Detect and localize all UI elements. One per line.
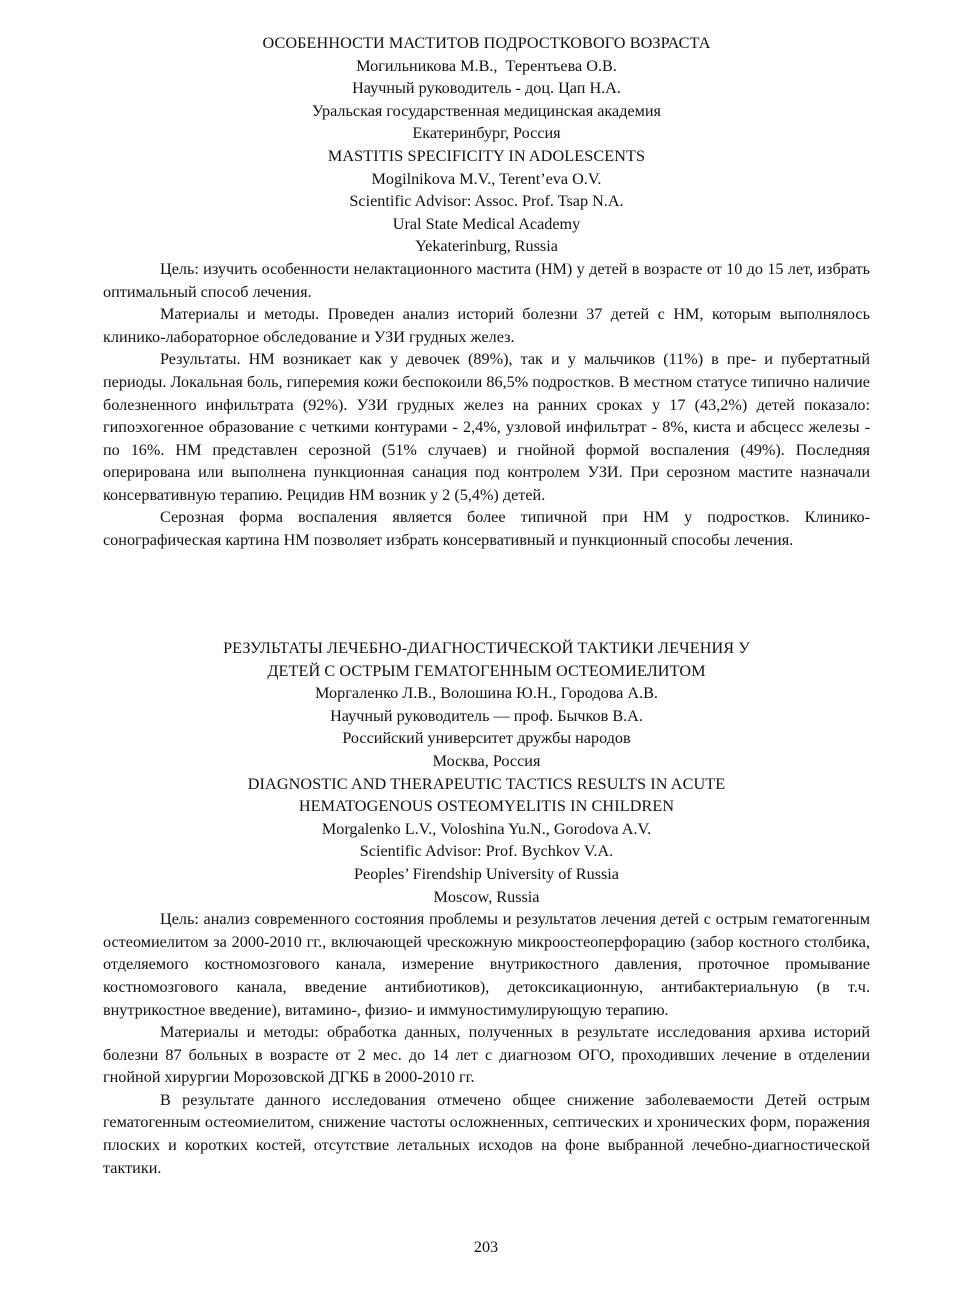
paragraph-methods: Материалы и методы: обработка данных, полученных в результате исследования архива историй болезни 87 больных в возрасте от 2 мес. до 14 лет с диагнозом ОГО, проходивших лечение в отделении гнойной хирургии Морозовской ДГКБ в 2000-2010 гг. [103,1023,870,1087]
article-institution-ru: Уральская государственная медицинская академия [311,101,662,120]
article-institution-en: Peoples’ Firendship University of Russia [354,864,619,883]
paragraph-aim: Цель: анализ современного состояния проблемы и результатов лечения детей с острым гематогенным остеомиелитом за 2000-2010 гг., включающей чрескожную микроостеоперфорацию (забор костного столбика, отделяемого костномозгового канала, измерение внутрикостного давления, проточное промывание костномозгового канала, введение антибиотиков), детоксикационную, антибактериальную (в т.ч. внутрикостное введение), витамино-, физио- и иммуностимулирующую терапию. [103,910,870,1019]
article-authors-ru: Моргаленко Л.В., Волошина Ю.Н., Городова А.В. [315,684,658,703]
paragraph-results: Результаты. НМ возникает как у девочек (89%), так и у мальчиков (11%) в пре- и пубертатный периоды. Локальная боль, гиперемия кожи беспокоили 86,5% подростков. В местном статусе типично наличие болезненного инфильтрата (92%). УЗИ грудных желез на ранних сроках у 17 (43,2%) детей показало: гипоэхогенное образование с четкими контурами - 2,4%, узловой инфильтрат - 8%, киста и абсцесс железы - по 16%. НМ представлен серозной (51% случаев) и гнойной формой воспаления (49%). Последняя оперирована или выполнена пункционная санация под контролем УЗИ. При серозном мастите назначали консервативную терапию. Рецидив НМ возник у 2 (5,4%) детей. [103,350,870,504]
article-institution-en: Ural State Medical Academy [392,214,581,233]
article-mastitis [103,32,870,552]
article-location-en: Moscow, Russia [433,887,540,906]
article-location-ru: Москва, Россия [432,751,541,770]
article-institution-ru: Российский университет дружбы народов [342,729,631,748]
article-osteomyelitis [103,637,870,1179]
article-location-ru: Екатеринбург, Россия [412,124,561,143]
article-location-en: Yekaterinburg, Russia [415,237,558,256]
page-number: 203 [473,1238,499,1256]
article-title-ru: ОСОБЕННОСТИ МАСТИТОВ ПОДРОСТКОВОГО ВОЗРАСТА [262,34,711,52]
article-title-ru-line2: ДЕТЕЙ С ОСТРЫМ ГЕМАТОГЕННЫМ ОСТЕОМИЕЛИТОМ [267,661,706,680]
article-title-en: MASTITIS SPECIFICITY IN ADOLESCENTS [327,146,646,165]
article-authors-ru: Могильникова М.В., Терентьева О.В. [356,56,617,75]
article-advisor-en: Scientific Advisor: Assoc. Prof. Tsap N.A. [349,192,624,211]
article-authors-en: Mogilnikova M.V., Terent’eva O.V. [371,169,602,188]
paragraph-conclusion: Серозная форма воспаления является более типичной при НМ у подростков. Клинико-сонографическая картина НМ позволяет избрать консервативный и пункционный способы лечения. [103,508,870,550]
paragraph-results: В результате данного исследования отмечено общее снижение заболеваемости Детей острым гематогенным остеомиелитом, снижение частоты осложненных, септических и хронических форм, поражения плоских и коротких костей, отсутствие летальных исходов на фоне выбранной лечебно-диагностической тактики. [103,1090,870,1177]
article-advisor-en: Scientific Advisor: Prof. Bychkov V.A. [359,842,614,861]
article-advisor-ru: Научный руководитель — проф. Бычков В.А. [330,706,643,725]
article-advisor-ru: Научный руководитель - доц. Цап Н.А. [352,79,621,98]
article-title-ru-line1: РЕЗУЛЬТАТЫ ЛЕЧЕБНО-ДИАГНОСТИЧЕСКОЙ ТАКТИКИ ЛЕЧЕНИЯ У [223,639,750,657]
paragraph-methods: Материалы и методы. Проведен анализ историй болезни 37 детей с НМ, которым выполнялось клинико-лабораторное обследование и УЗИ грудных желез. [103,305,870,346]
article-authors-en: Morgalenko L.V., Voloshina Yu.N., Gorodova A.V. [321,819,652,838]
article-title-en-line1: DIAGNOSTIC AND THERAPEUTIC TACTICS RESULTS IN ACUTE [247,774,726,793]
paragraph-aim: Цель: изучить особенности нелактационного мастита (НМ) у детей в возрасте от 10 до 15 лет, избрать оптимальный способ лечения. [103,259,870,301]
article-title-en-line2: HEMATOGENOUS OSTEOMYELITIS IN CHILDREN [298,797,675,816]
